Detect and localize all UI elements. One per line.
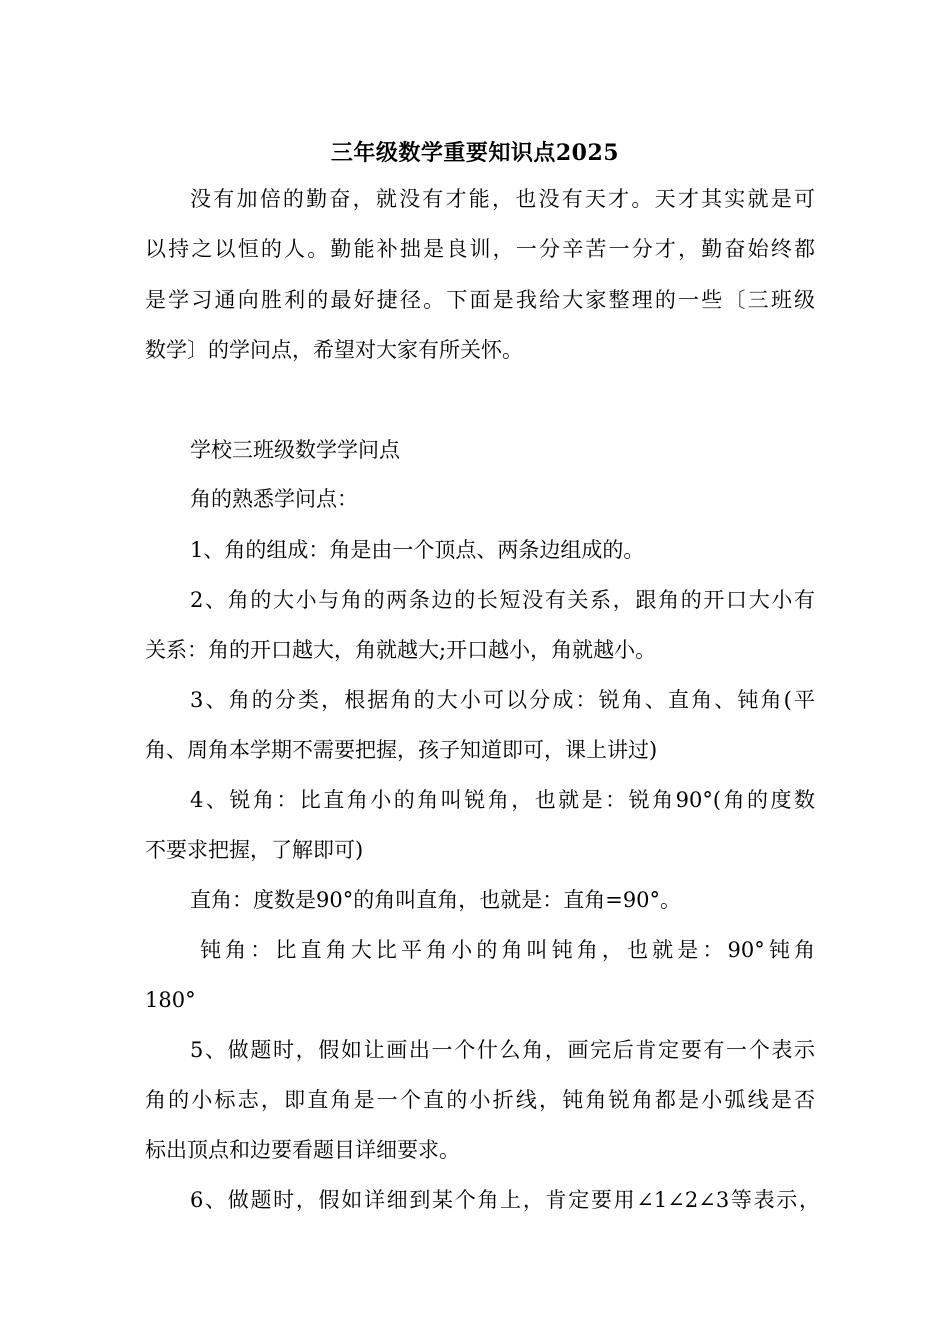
text-line: 角的小标志，即直角是一个直的小折线，钝角锐角都是小弧线是否 <box>145 1088 815 1112</box>
text-line: 数学〕的学问点，希望对大家有所关怀。 <box>145 338 523 362</box>
text-line: 关系：角的开口越大，角就越大;开口越小，角就越小。 <box>145 638 657 662</box>
list-item: 2、角的大小与角的两条边的长短没有关系，跟角的开口大小有 <box>190 588 815 612</box>
text-line: 是学习通向胜利的最好捷径。下面是我给大家整理的一些〔三班级 <box>145 288 815 312</box>
text-line: 不要求把握，了解即可) <box>145 838 364 862</box>
text-line: 直角：度数是90°的角叫直角，也就是：直角=90°。 <box>190 888 682 912</box>
text-line: 角、周角本学期不需要把握，孩子知道即可，课上讲过) <box>145 738 658 762</box>
document-title: 三年级数学重要知识点2025 <box>330 140 620 166</box>
list-item: 3、角的分类，根据角的大小可以分成：锐角、直角、钝角(平 <box>190 688 815 712</box>
subsection-heading: 角的熟悉学问点： <box>190 487 358 511</box>
list-item: 5、做题时，假如让画出一个什么角，画完后肯定要有一个表示 <box>190 1038 815 1062</box>
list-item: 4、锐角：比直角小的角叫锐角，也就是：锐角90°(角的度数 <box>190 788 815 812</box>
list-item: 1、角的组成：角是由一个顶点、两条边组成的。 <box>190 538 645 562</box>
text-line: 180° <box>145 988 196 1012</box>
text-line: 标出顶点和边要看题目详细要求。 <box>145 1138 460 1162</box>
text-line: 以持之以恒的人。勤能补拙是良训，一分辛苦一分才，勤奋始终都 <box>145 237 815 261</box>
list-item: 6、做题时，假如详细到某个角上，肯定要用∠1∠2∠3等表示， <box>190 1188 820 1212</box>
section-heading: 学校三班级数学学问点 <box>190 438 400 462</box>
text-line: 没有加倍的勤奋，就没有才能，也没有天才。天才其实就是可 <box>190 187 815 211</box>
text-line: 钝角：比直角大比平角小的角叫钝角，也就是：90°钝角 <box>200 938 815 962</box>
